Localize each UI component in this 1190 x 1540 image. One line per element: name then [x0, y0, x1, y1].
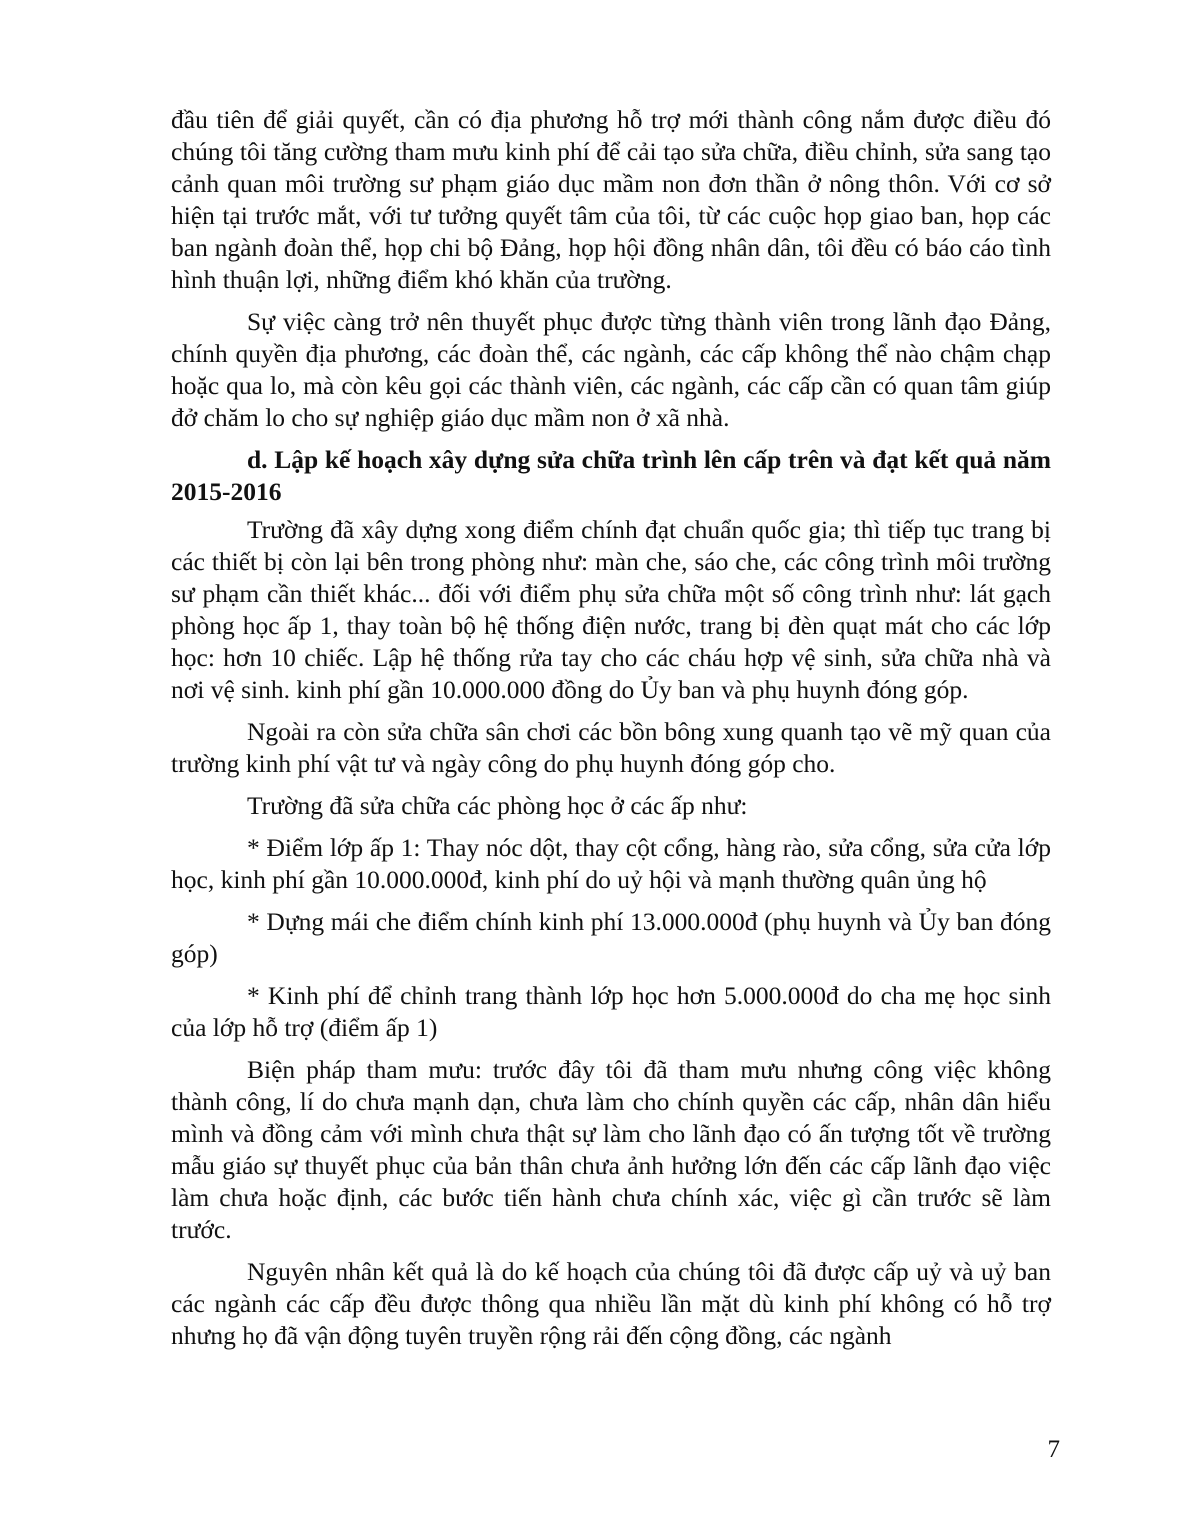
paragraph-advisory-measures: Biện pháp tham mưu: trước đây tôi đã tham mưu nhưng công việc không thành công, lí do chưa mạnh dạn, chưa làm cho chính quyền các cấp, nhân dân hiểu mình và đồng cảm với mình chưa thật sự làm cho lãnh đạo có ấn tượng tốt về trường mẫu giáo sự thuyết phục của bản thân chưa ảnh hưởng lớn đến các cấp lãnh đạo việc làm chưa hoặc định, các bước tiến hành chưa chính xác, việc gì cần trước sẽ làm trước.	[171, 1055, 1051, 1244]
page-number: 7	[1047, 1436, 1060, 1463]
paragraph-repairs-intro: Trường đã sửa chữa các phòng học ở các ấp như:	[247, 791, 748, 820]
document-body	[171, 104, 1051, 1362]
bullet-item-roof-cover: * Dựng mái che điểm chính kinh phí 13.000.000đ (phụ huynh và Ủy ban đóng góp)	[171, 907, 1051, 968]
paragraph-results-cause: Nguyên nhân kết quả là do kế hoạch của chúng tôi đã được cấp uỷ và uỷ ban các ngành các cấp đều được thông qua nhiều lần mặt dù kinh phí không có hỗ trợ nhưng họ đã vận động tuyên truyền rộng rải đến cộng đồng, các ngành	[171, 1257, 1051, 1350]
paragraph-persuasion: Sự việc càng trở nên thuyết phục được từng thành viên trong lãnh đạo Đảng, chính quyền địa phương, các đoàn thể, các ngành, các cấp không thể nào chậm chạp hoặc qua lo, mà còn kêu gọi các thành viên, các ngành, các cấp cần có quan tâm giúp đở chăm lo cho sự nghiệp giáo dục mầm non ở xã nhà.	[171, 307, 1051, 432]
paragraph-intro-continued: đầu tiên để giải quyết, cần có địa phương hỗ trợ mới thành công nắm được điều đó chúng tôi tăng cường tham mưu kinh phí để cải tạo sửa chữa, điều chỉnh, sửa sang tạo cảnh quan môi trường sư phạm giáo dục mầm non đơn thần ở nông thôn. Với cơ sở hiện tại trước mắt, với tư tưởng quyết tâm của tôi, từ các cuộc họp giao ban, họp các ban ngành đoàn thể, họp chi bộ Đảng, họp hội đồng nhân dân, tôi đều có báo cáo tình hình thuận lợi, những điểm khó khăn của trường.	[171, 105, 1051, 294]
section-heading-d: d. Lập kế hoạch xây dựng sửa chữa trình lên cấp trên và đạt kết quả năm 2015-2016	[171, 445, 1051, 506]
paragraph-equipment: Trường đã xây dựng xong điểm chính đạt chuẩn quốc gia; thì tiếp tục trang bị các thiết bị còn lại bên trong phòng như: màn che, sáo che, các công trình môi trường sư phạm cần thiết khác... đối với điểm phụ sửa chữa một số công trình như: lát gạch phòng học ấp 1, thay toàn bộ hệ thống điện nước, trang bị đèn quạt mát cho các lớp học: hơn 10 chiếc. Lập hệ thống rửa tay cho các cháu hợp vệ sinh, sửa chữa nhà và nơi vệ sinh. kinh phí gần 10.000.000 đồng do Ủy ban và phụ huynh đóng góp.	[171, 515, 1051, 704]
bullet-item-classroom-upgrade: * Kinh phí để chỉnh trang thành lớp học hơn 5.000.000đ do cha mẹ học sinh của lớp hỗ trợ (điểm ấp 1)	[171, 981, 1051, 1042]
bullet-item-hamlet-1: * Điểm lớp ấp 1: Thay nóc dột, thay cột cổng, hàng rào, sửa cổng, sửa cửa lớp học, kinh phí gần 10.000.000đ, kinh phí do uỷ hội và mạnh thường quân ủng hộ	[171, 833, 1051, 894]
paragraph-playground: Ngoài ra còn sửa chữa sân chơi các bồn bông xung quanh tạo vẽ mỹ quan của trường kinh phí vật tư và ngày công do phụ huynh đóng góp cho.	[171, 717, 1051, 778]
